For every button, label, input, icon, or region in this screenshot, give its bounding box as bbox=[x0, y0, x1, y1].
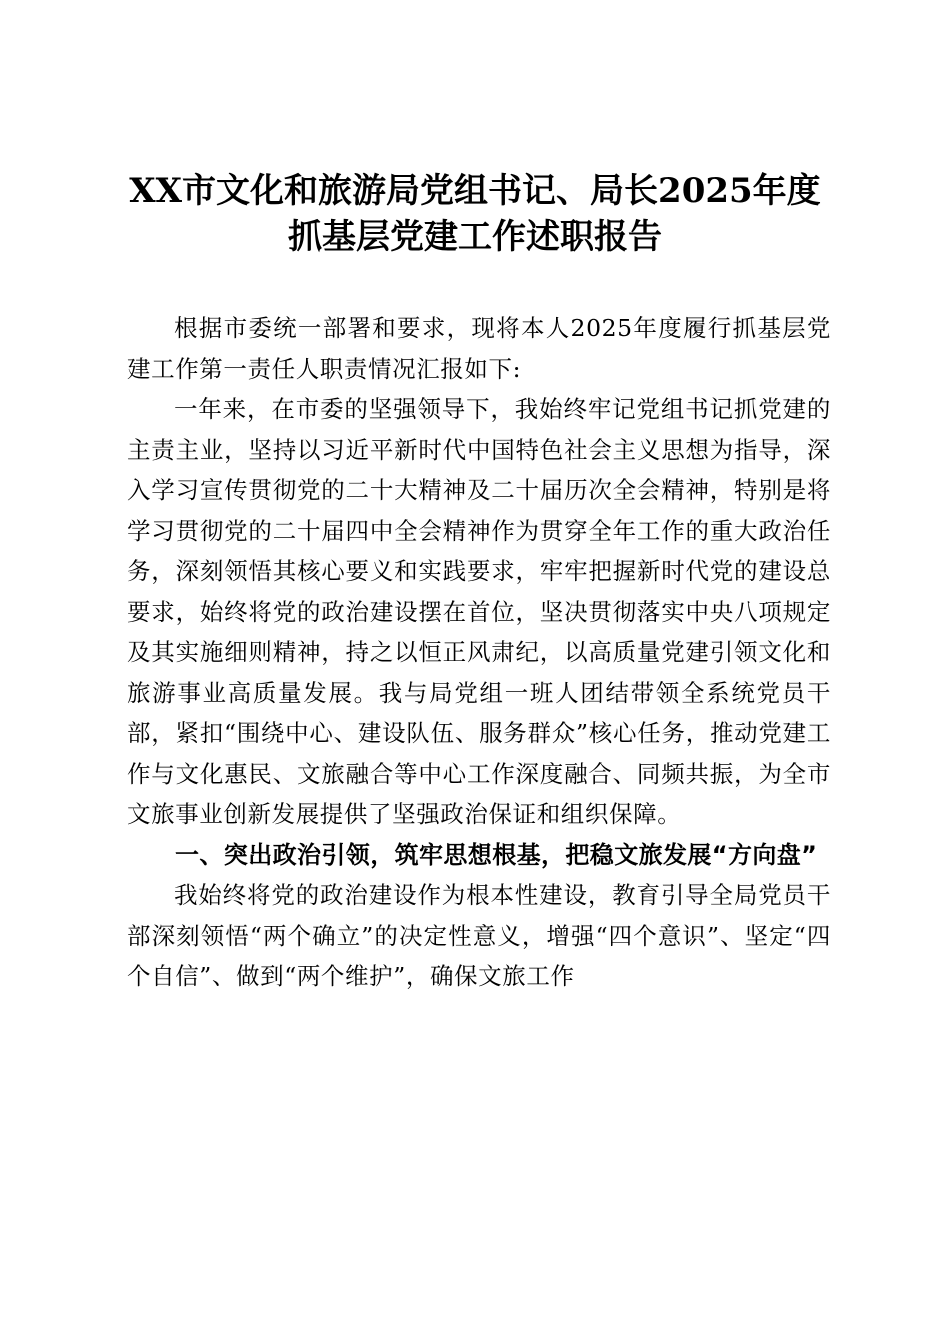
document-body bbox=[127, 308, 831, 997]
overview-paragraph: 一年来，在市委的坚强领导下，我始终牢记党组书记抓党建的主责主业，坚持以习近平新时代中国特色社会主义思想为指导，深入学习宣传贯彻党的二十大精神及二十届历次全会精神，特别是将学习贯彻党的二十届四中全会精神作为贯穿全年工作的重大政治任务，深刻领悟其核心要义和实践要求，牢牢把握新时代党的建设总要求，始终将党的政治建设摆在首位，坚决贯彻落实中央八项规定及其实施细则精神，持之以恒正风肃纪，以高质量党建引领文化和旅游事业高质量发展。我与局党组一班人团结带领全系统党员干部，紧扣“围绕中心、建设队伍、服务群众”核心任务，推动党建工作与文化惠民、文旅融合等中心工作深度融合、同频共振，为全市文旅事业创新发展提供了坚强政治保证和组织保障。 bbox=[127, 395, 831, 828]
intro-paragraph: 根据市委统一部署和要求，现将本人2025年度履行抓基层党建工作第一责任人职责情况汇报如下: bbox=[127, 314, 831, 383]
section-1-paragraph: 我始终将党的政治建设作为根本性建设，教育引导全局党员干部深刻领悟“两个确立”的决定性意义，增强“四个意识”、坚定“四个自信”、做到“两个维护”，确保文旅工作 bbox=[127, 881, 831, 990]
section-1-heading: 一、突出政治引领，筑牢思想根基，把稳文旅发展“方向盘” bbox=[175, 840, 818, 869]
document-title-line-1: XX市文化和旅游局党组书记、局长2025年度 bbox=[129, 171, 821, 211]
document-title-line-2: 抓基层党建工作述职报告 bbox=[288, 217, 662, 257]
